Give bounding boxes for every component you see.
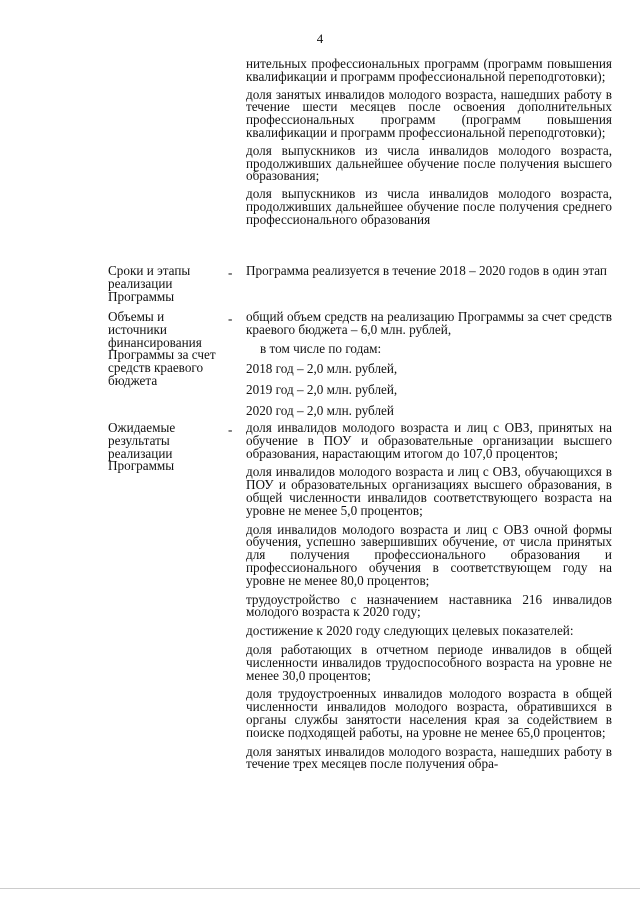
funding-year-2019: 2019 год – 2,0 млн. рублей, [246, 382, 398, 398]
continuation-paragraph: доля выпускников из числа инвалидов молодого возраста, продолживших дальнейшее обучение после получения высшего образования; [246, 142, 612, 184]
result-item: доля инвалидов молодого возраста и лиц с ОВЗ очной формы обучения, успешно завершивших обучение, от числа принятых для получения профессионального образования и профессионального обучения в соответствующем году на уровне не менее 80,0 процентов; [246, 521, 612, 588]
continuation-paragraph: доля занятых инвалидов молодого возраста, нашедших работу в течение шести месяцев после освоения дополнительных профессиональных программ (программ повышения квалификации и программ профессиональной переподготовки); [246, 86, 612, 140]
results-block [246, 422, 612, 771]
result-item: доля занятых инвалидов молодого возраста, нашедших работу в течение трех месяцев после получения обра- [246, 743, 612, 772]
funding-text [246, 311, 612, 418]
result-item: доля трудоустроенных инвалидов молодого возраста в общей численности инвалидов молодого возраста, обратившихся в органы службы занятости населения края за содействием в поиске подходящей работы, на уровне не менее 65,0 процентов; [246, 686, 612, 740]
result-item: доля инвалидов молодого возраста и лиц с ОВЗ, обучающихся в ПОУ и образовательных организациях высшего образования, в общей численности инвалидов соответствующего возраста на уровне не менее 5,0 процентов; [246, 464, 612, 518]
continuation-paragraph: доля выпускников из числа инвалидов молодого возраста, продолживших дальнейшее обучение после получения среднего профессионального образования [246, 186, 612, 227]
terms-label: Сроки и этапы реализации Программы [108, 263, 191, 304]
terms-dash: - [228, 265, 233, 280]
result-item: доля работающих в отчетном периоде инвалидов в общей численности инвалидов трудоспособного возраста на уровне не менее 30,0 процентов; [246, 641, 612, 683]
page-number: 4 [316, 31, 324, 46]
funding-dash: - [228, 311, 233, 326]
funding-paragraph: общий объем средств на реализацию Программы за счет средств краевого бюджета – 6,0 млн. рублей, [246, 309, 612, 337]
results-label: Ожидаемые результаты реализации Программы [108, 420, 176, 474]
page-bottom-edge [0, 888, 640, 889]
result-item: достижение к 2020 году следующих целевых показателей: [246, 623, 574, 639]
continuation-paragraph: нительных профессиональных программ (программ повышения квалификации и программ профессиональной переподготовки); [246, 56, 612, 84]
terms-text [246, 265, 612, 278]
result-item: трудоустройство с назначением наставника 216 инвалидов молодого возраста к 2020 году; [246, 591, 612, 620]
result-item: доля инвалидов молодого возраста и лиц с ОВЗ, принятых на обучение в ПОУ и образовательные организации высшего образования, нарастающим итогом до 107,0 процентов; [246, 420, 612, 461]
terms-paragraph: Программа реализуется в течение 2018 – 2020 годов в один этап [246, 263, 607, 278]
funding-year-2020: 2020 год – 2,0 млн. рублей [246, 402, 394, 418]
results-dash: - [228, 422, 233, 437]
funding-by-years: в том числе по годам: [260, 340, 382, 356]
funding-year-2018: 2018 год – 2,0 млн. рублей, [246, 361, 398, 377]
continuation-block [246, 58, 612, 227]
funding-label: Объемы и источники финансирования Программы за счет средств краевого бюджета [108, 309, 216, 388]
